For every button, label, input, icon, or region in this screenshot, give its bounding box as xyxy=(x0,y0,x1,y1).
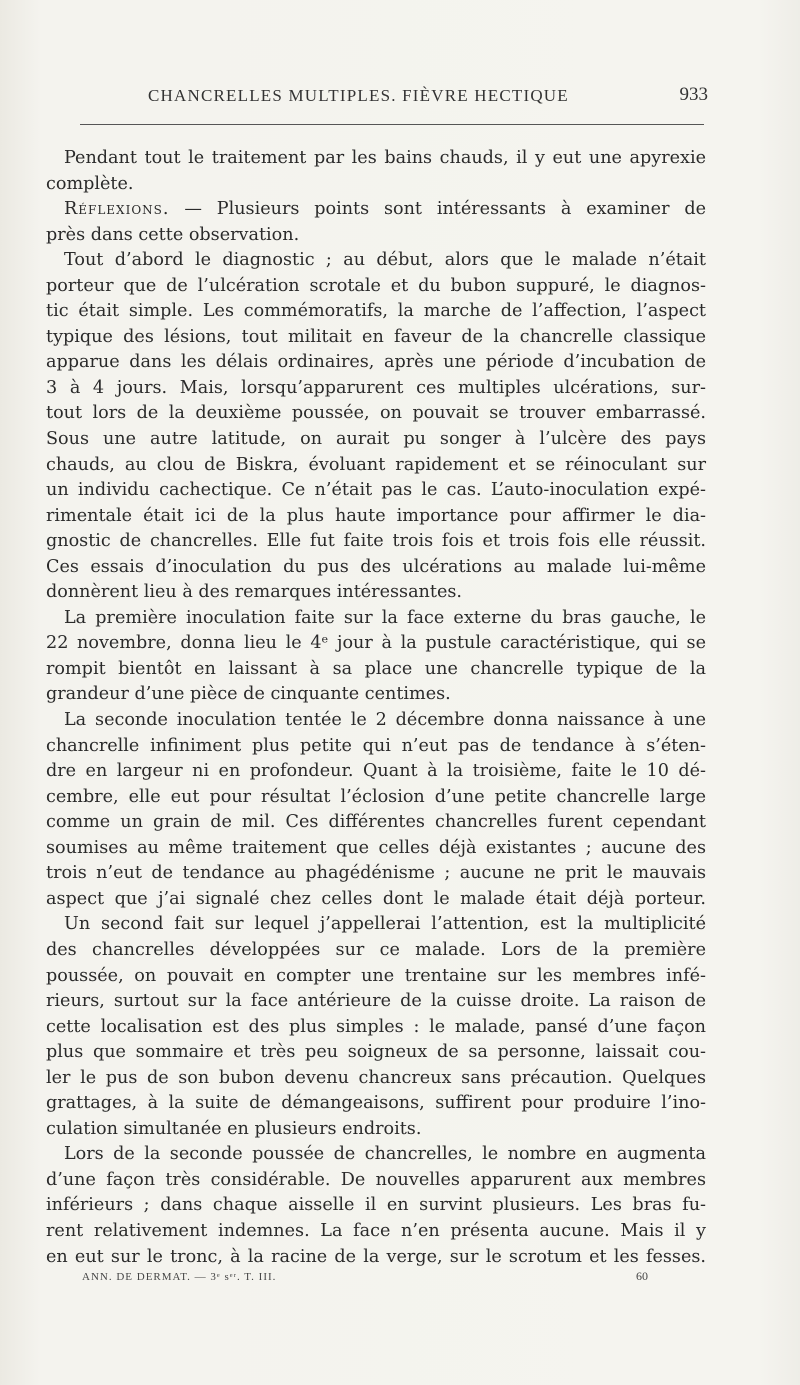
text-line: cette localisation est des plus simples : le malade, pansé d’une façon xyxy=(46,1016,706,1037)
page-number: 933 xyxy=(679,84,708,105)
text-line: grattages, à la suite de démangeaisons, suffirent pour produire l’ino- xyxy=(46,1093,706,1114)
text-line: grandeur d’une pièce de cinquante centimes. xyxy=(46,684,451,705)
text-line: aspect que j’ai signalé chez celles dont le malade était déjà porteur. xyxy=(46,888,706,909)
text-line: cembre, elle eut pour résultat l’éclosion d’une petite chancrelle large xyxy=(46,786,706,807)
text-line: Un second fait sur lequel j’appellerai l’attention, est la multiplicité xyxy=(64,914,706,935)
text-line: inférieurs ; dans chaque aisselle il en survint plusieurs. Les bras fu- xyxy=(46,1195,706,1216)
text-span: — Plusieurs points sont intéressants à examiner de xyxy=(169,199,706,220)
text-line: rompit bientôt en laissant à sa place une chancrelle typique de la xyxy=(46,658,706,679)
text-line: Ces essais d’inoculation du pus des ulcérations au malade lui-même xyxy=(46,556,706,577)
text-line: Lors de la seconde poussée de chancrelles, le nombre en augmenta xyxy=(64,1144,706,1165)
text-line: soumises au même traitement que celles déjà existantes ; aucune des xyxy=(46,837,706,858)
text-line: ler le pus de son bubon devenu chancreux sans précaution. Quelques xyxy=(46,1067,706,1088)
section-lead: Réflexions. xyxy=(64,199,170,220)
text-line: plus que sommaire et très peu soigneux de sa personne, laissait cou- xyxy=(46,1042,706,1063)
text-line: près dans cette observation. xyxy=(46,224,300,245)
text-line: donnèrent lieu à des remarques intéressantes. xyxy=(46,582,462,603)
text-line: tic était simple. Les commémoratifs, la marche de l’affection, l’aspect xyxy=(46,301,706,322)
text-line: porteur que de l’ulcération scrotale et du bubon suppuré, le diagnos- xyxy=(46,275,706,296)
text-line: apparue dans les délais ordinaires, après une période d’incubation de xyxy=(46,352,706,373)
signature-mark: 60 xyxy=(636,1269,648,1283)
text-line: tout lors de la deuxième poussée, on pouvait se trouver embarrassé. xyxy=(46,403,706,424)
text-line: dre en largeur ni en profondeur. Quant à la troisième, faite le 10 dé- xyxy=(46,761,706,782)
running-title: CHANCRELLES MULTIPLES. FIÈVRE HECTIQUE xyxy=(148,86,569,105)
text-line: rimentale était ici de la plus haute importance pour affirmer le dia- xyxy=(46,505,706,526)
text-line: La seconde inoculation tentée le 2 décembre donna naissance à une xyxy=(64,710,706,731)
text-line: 3 à 4 jours. Mais, lorsqu’apparurent ces multiples ulcérations, sur- xyxy=(46,377,706,398)
text-line xyxy=(46,197,706,223)
text-line: des chancrelles développées sur ce malade. Lors de la première xyxy=(46,939,706,960)
text-line: culation simultanée en plusieurs endroits. xyxy=(46,1118,422,1139)
header-rule xyxy=(80,124,704,125)
text-line: d’une façon très considérable. De nouvelles apparurent aux membres xyxy=(46,1169,706,1190)
text-line: complète. xyxy=(46,173,134,194)
text-line: poussée, on pouvait en compter une trentaine sur les membres infé- xyxy=(46,965,706,986)
text-line: un individu cachectique. Ce n’était pas le cas. L’auto-inoculation expé- xyxy=(46,480,706,501)
text-line: Pendant tout le traitement par les bains chauds, il y eut une apyrexie xyxy=(64,148,706,168)
text-line: Tout d’abord le diagnostic ; au début, alors que le malade n’était xyxy=(64,250,706,271)
text-line: Sous une autre latitude, on aurait pu songer à l’ulcère des pays xyxy=(46,429,706,450)
text-line: La première inoculation faite sur la face externe du bras gauche, le xyxy=(64,607,706,628)
text-line: 22 novembre, donna lieu le 4ᵉ jour à la pustule caractéristique, qui se xyxy=(46,633,706,654)
text-line: comme un grain de mil. Ces différentes chancrelles furent cependant xyxy=(46,812,706,833)
text-line: chauds, au clou de Biskra, évoluant rapidement et se réinoculant sur xyxy=(46,454,706,475)
body-text xyxy=(46,146,706,1270)
text-line: en eut sur le tronc, à la racine de la verge, sur le scrotum et les fesses. xyxy=(46,1246,706,1267)
text-line: gnostic de chancrelles. Elle fut faite trois fois et trois fois elle réussit. xyxy=(46,531,706,552)
text-line: rent relativement indemnes. La face n’en présenta aucune. Mais il y xyxy=(46,1220,706,1241)
journal-reference: ANN. DE DERMAT. — 3ᵉ sᵉʳ. T. III. xyxy=(82,1271,277,1283)
text-line: typique des lésions, tout militait en faveur de la chancrelle classique xyxy=(46,326,706,347)
text-line: chancrelle infiniment plus petite qui n’eut pas de tendance à s’éten- xyxy=(46,735,706,756)
text-line: rieurs, surtout sur la face antérieure de la cuisse droite. La raison de xyxy=(46,991,706,1012)
text-line: trois n’eut de tendance au phagédénisme ; aucune ne prit le mauvais xyxy=(46,863,706,884)
